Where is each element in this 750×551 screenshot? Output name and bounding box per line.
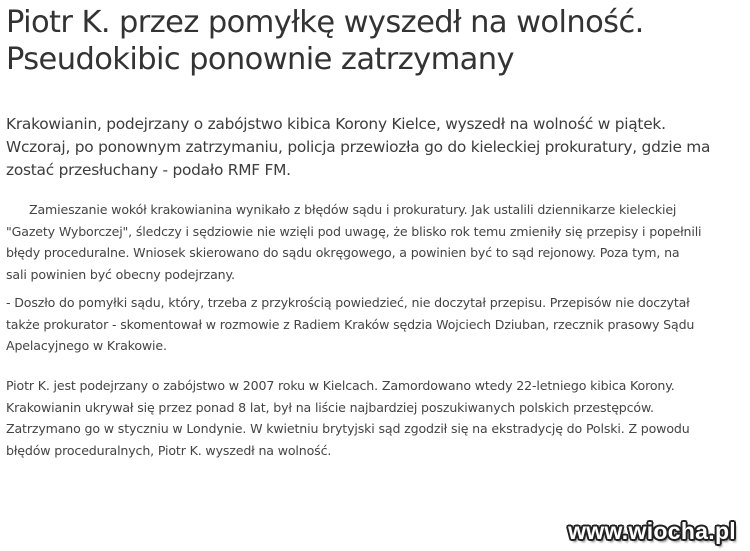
paragraph-line: błędów proceduralnych, Piotr K. wyszedł na wolność. xyxy=(6,442,332,458)
lead-line: Krakowianin, podejrzany o zabójstwo kibica Korony Kielce, wyszedł na wolność w piątek. xyxy=(6,115,666,133)
paragraph-line: "Gazety Wyborczej", śledczy i sędziowie nie wzięli pod uwagę, że blisko rok temu zmieniły się przepisy i popełnili xyxy=(6,223,702,239)
headline-line: Pseudokibic ponownie zatrzymany xyxy=(6,42,514,77)
lead-line: Wczoraj, po ponownym zatrzymaniu, policja przewiozła go do kieleckiej prokuratury, gdzie ma xyxy=(6,138,711,156)
paragraph-line: błędy proceduralne. Wniosek skierowano do sądu okręgowego, a powinien być to sąd rejonowy. Poza tym, na xyxy=(6,245,680,260)
paragraph-line: - Doszło do pomyłki sądu, który, trzeba z przykrością powiedzieć, nie doczytał przepisu. Przepisów nie doczytał xyxy=(6,295,690,310)
site-watermark: www.wiocha.pl xyxy=(568,518,736,544)
paragraph-line: Piotr K. jest podejrzany o zabójstwo w 2007 roku w Kielcach. Zamordowano wtedy 22-letniego kibica Korony. xyxy=(6,378,675,393)
paragraph-line: także prokurator - skomentował w rozmowie z Radiem Kraków sędzia Wojciech Dziuban, rzecznik prasowy Sądu xyxy=(6,316,695,332)
headline-line: Piotr K. przez pomyłkę wyszedł na wolność. xyxy=(6,5,644,40)
article xyxy=(6,0,744,458)
article-paragraph xyxy=(6,292,746,357)
article-lead xyxy=(6,113,746,182)
article-paragraph xyxy=(6,199,746,285)
paragraph-line: Apelacyjnego w Krakowie. xyxy=(6,338,167,353)
paragraph-line: sali powinien być obecny podejrzany. xyxy=(6,266,235,282)
paragraph-line: Zatrzymano go w styczniu w Londynie. W kwietniu brytyjski sąd zgodził się na ekstradycję do Polski. Z powodu xyxy=(6,421,690,436)
paragraph-line: Krakowianin ukrywał się przez ponad 8 lat, był na liście najbardziej poszukiwanych polskich przestępców. xyxy=(6,399,654,415)
lead-line: zostać przesłuchany - podało RMF FM. xyxy=(6,161,291,179)
article-headline xyxy=(6,0,744,78)
article-paragraph xyxy=(6,375,746,461)
paragraph-line: Zamieszanie wokół krakowianina wynikało z błędów sądu i prokuratury. Jak ustalili dziennikarze kieleckiej xyxy=(29,202,677,217)
